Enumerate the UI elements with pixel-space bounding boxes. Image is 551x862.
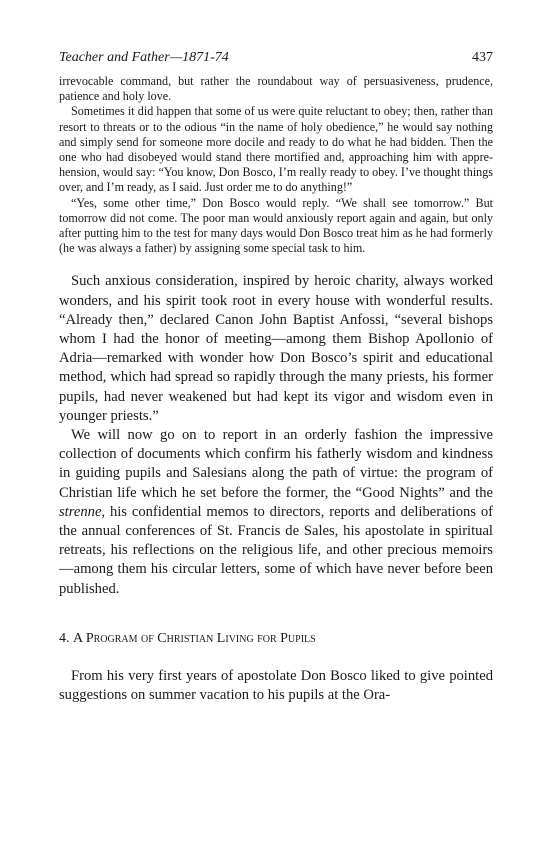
- page-number: 437: [472, 50, 493, 65]
- body-paragraph-2: [59, 426, 493, 599]
- strenne-term: strenne: [59, 503, 102, 520]
- section-title: A Program of Christian Living for Pupils: [73, 630, 316, 646]
- quote-paragraph-2: Sometimes it did happen that some of us were quite reluctant to obey; then, rather than resort to threats or to the odious “in the name of holy obedience,” he would say nothing and simply send for someone more docile and ready to do what he had bidden. Then the one who had disobeyed would stand there mortified and, approaching him with apprehension, would say: “You know, Don Bosco, I’m really ready to obey. I’ve thought things over, and I’m ready, as I said. Just order me to do anything!”: [59, 104, 493, 195]
- closing-paragraph: From his very first years of apostolate Don Bosco liked to give pointed suggestions on summer vacation to his pupils at the Ora-: [59, 667, 493, 704]
- book-page: [59, 50, 493, 705]
- section-heading: [59, 629, 493, 648]
- quote-paragraph-3: “Yes, some other time,” Don Bosco would reply. “We shall see tomorrow.” But tomorrow did not come. The poor man would anxiously report again and again, but only after putting him to the test for many days would Don Bosco treat him as he had formerly (he was always a father) by assigning some special task to him.: [59, 195, 493, 256]
- section-number: 4.: [59, 630, 70, 646]
- quote-paragraph-1: irrevocable command, but rather the roundabout way of persuasiveness, prudence, patience and holy love.: [59, 74, 493, 104]
- body-paragraph-2-start: We will now go on to report in an orderly fashion the impressive collection of documents which confirm his fatherly wisdom and kindness in guiding pupils and Salesians along the path of virtue: the program of Christian life which he set before the former, the “Good Nights” and the: [59, 427, 493, 501]
- body-paragraph-2-end: , his confidential memos to directors, reports and deliberations of the annual conferences of St. Francis de Sales, his apostolate in spiritual retreats, his reflections on the religious life, and other precious memoirs—among them his circular letters, some of which have never before been published.: [59, 503, 493, 597]
- running-title: Teacher and Father—1871-74: [59, 50, 229, 65]
- body-paragraph-1: Such anxious consideration, inspired by heroic charity, always worked wonders, and his spirit took root in every house with wonderful results. “Already then,” declared Canon John Baptist Anfossi, “several bishops whom I had the honor of meeting—among them Bishop Apollonio of Adria—remarked with wonder how Don Bosco’s spirit and educational method, which had spread so rapidly through the many priests, his former pupils, had never weakened but had kept its vigor and wisdom even in younger priests.”: [59, 273, 493, 424]
- page-header: [59, 50, 493, 74]
